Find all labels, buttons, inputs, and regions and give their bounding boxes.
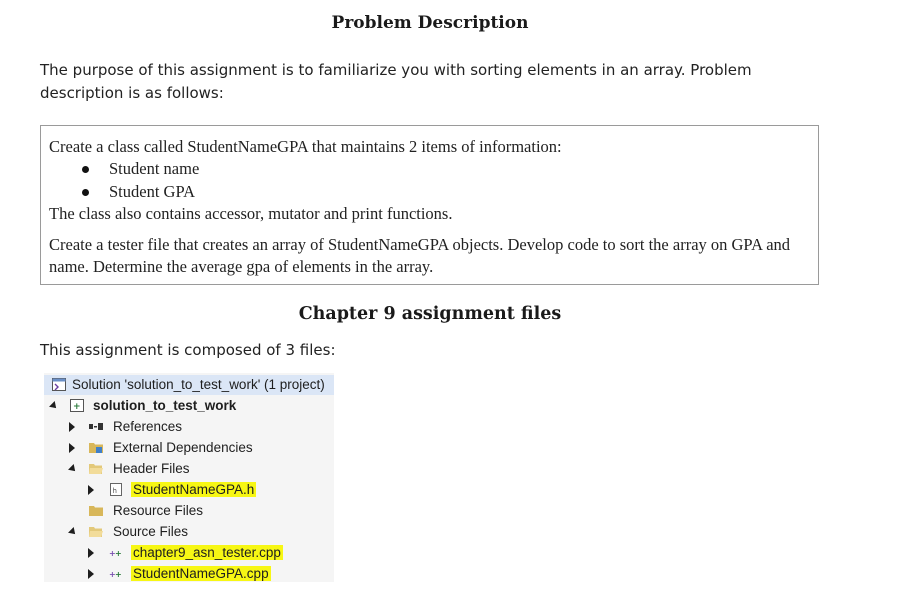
cpp-file-icon [109,567,123,580]
svg-text:+: + [115,549,122,558]
problem-spec-box [40,125,819,285]
cpp-file-icon [109,546,123,559]
spec-bullet-text: Student GPA [109,181,196,201]
files-intro: This assignment is composed of 3 files: [40,341,336,359]
section-title: Chapter 9 assignment files [298,304,562,324]
references-icon [89,420,103,433]
tree-item-header-file[interactable] [44,480,334,500]
bullet-icon [82,189,89,196]
svg-text:+: + [73,402,81,412]
tree-item-source-files[interactable] [44,522,334,542]
tree-label: External Dependencies [113,440,253,455]
tree-label [133,545,283,561]
tree-item-references[interactable] [44,417,334,437]
tree-item-header-files[interactable] [44,459,334,479]
header-file-icon [109,483,123,496]
tree-item-resource-files[interactable] [44,501,334,521]
tree-label [133,566,271,582]
solution-explorer [44,373,334,582]
tree-label: solution_to_test_work [93,398,237,413]
page-title: Problem Description [331,13,529,33]
spec-line-2: The class also contains accessor, mutator and print functions. [49,204,453,223]
highlighted-filename: StudentNameGPA.cpp [133,566,269,581]
folder-open-icon [89,525,103,538]
bullet-icon [82,166,89,173]
spec-bullet-item [49,158,810,181]
tree-item-project[interactable] [44,396,334,416]
folder-icon [89,504,103,517]
highlighted-filename: chapter9_asn_tester.cpp [133,545,281,560]
spec-bullet-item [49,181,810,204]
tree-item-source-file[interactable] [44,564,334,584]
tree-label: Resource Files [113,503,204,518]
tree-item-external-dependencies[interactable] [44,438,334,458]
tree-label: Solution 'solution_to_test_work' (1 project) [72,377,325,392]
tree-item-source-file[interactable] [44,543,334,563]
collapsed-arrow-icon[interactable] [69,422,75,432]
spec-line-3: Create a tester file that creates an array of StudentNameGPA objects. Develop code to sort the array on GPA and name. Determine the average gpa of elements in the array. [49,235,791,276]
tree-label: Source Files [113,524,189,539]
highlighted-filename: StudentNameGPA.h [133,482,255,497]
expanded-arrow-icon[interactable] [49,401,59,411]
spec-bullet-text: Student name [109,159,200,178]
svg-text:h: h [112,487,117,495]
expanded-arrow-icon[interactable] [68,527,78,537]
spec-bullet-list [49,158,810,203]
collapsed-arrow-icon[interactable] [88,569,94,579]
tree-label [133,482,256,498]
project-icon [70,399,84,412]
tree-label: Header Files [113,461,190,476]
collapsed-arrow-icon[interactable] [88,548,94,558]
folder-open-icon [89,462,103,475]
svg-text:+: + [109,570,116,579]
svg-text:+: + [115,570,122,579]
svg-text:+: + [109,549,116,558]
tree-label: References [113,419,183,434]
spec-line-1: Create a class called StudentNameGPA that maintains 2 items of information: [49,137,562,156]
tree-item-solution[interactable] [44,375,334,395]
external-dependencies-icon [89,441,103,454]
collapsed-arrow-icon[interactable] [69,443,75,453]
solution-icon [52,378,66,391]
expanded-arrow-icon[interactable] [68,464,78,474]
collapsed-arrow-icon[interactable] [88,485,94,495]
intro-paragraph: The purpose of this assignment is to familiarize you with sorting elements in an array. Problem description is as follows: [40,61,752,102]
